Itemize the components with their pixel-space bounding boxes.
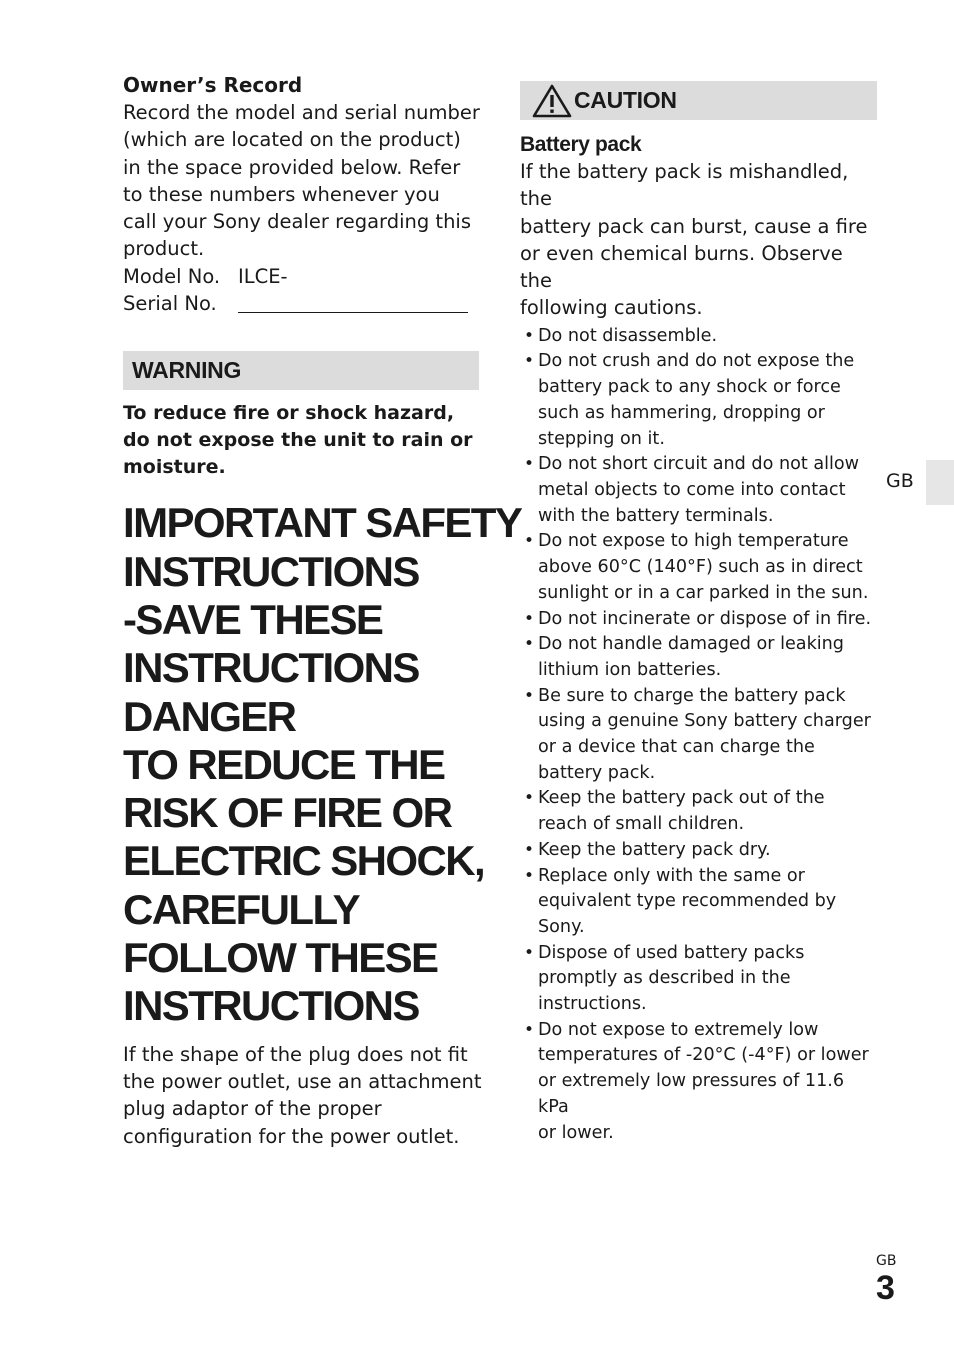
bullet-dot-icon: • [524,839,535,860]
battery-caution-line: equivalent type recommended by [538,891,837,912]
right-column [520,81,880,1146]
battery-caution-line: Do not disassemble. [538,325,718,346]
battery-intro-line: battery pack can burst, cause a fire [520,214,868,238]
safety-title-line: INSTRUCTIONS [123,644,419,692]
battery-caution-line: Do not crush and do not expose the [538,351,855,372]
battery-caution-line: metal objects to come into contact [538,480,846,500]
battery-caution-line: such as hammering, dropping or [538,402,825,423]
battery-caution-line: Dispose of used battery packs [538,942,805,963]
safety-title-line: -SAVE THESE [123,595,383,643]
safety-instructions-title [123,499,522,1030]
battery-intro-line: or even chemical burns. Observe the [520,241,843,293]
battery-caution-line: using a genuine Sony battery charger [538,711,871,732]
owners-record-line: to these numbers whenever you [123,182,440,206]
plug-line: If the shape of the plug does not fit [123,1042,468,1066]
model-number-label: Model No. [123,264,221,288]
page-number: 3 [876,1269,895,1307]
warning-label: WARNING [132,357,242,384]
battery-caution-line: Do not expose to high temperature [538,531,849,552]
battery-caution-line: stepping on it. [538,428,665,449]
bullet-dot-icon: • [524,685,535,706]
battery-caution-line: Do not short circuit and do not allow [538,454,860,475]
battery-caution-line: Replace only with the same or [538,865,805,886]
battery-caution-line: Do not expose to extremely low [538,1019,819,1040]
battery-caution-line: promptly as described in the [538,968,791,989]
safety-title-line: INSTRUCTIONS [123,982,419,1030]
warning-triangle-icon [532,84,572,118]
battery-caution-line: with the battery terminals. [538,505,774,526]
safety-title-line: IMPORTANT SAFETY [123,499,522,547]
bullet-dot-icon: • [524,942,535,963]
safety-title-line: FOLLOW THESE [123,934,438,982]
plug-line: plug adaptor of the proper [123,1097,382,1121]
owners-record-heading: Owner’s Record [123,73,303,97]
side-tab [926,460,954,505]
plug-adaptor-text [123,1041,483,1150]
bullet-dot-icon: • [524,634,535,655]
plug-line: configuration for the power outlet. [123,1124,460,1148]
serial-number-blank-line [238,312,468,313]
safety-title-line: ELECTRIC SHOCK, [123,837,485,885]
battery-pack-heading: Battery pack [520,133,642,156]
battery-caution-item [520,349,880,452]
bullet-dot-icon: • [524,531,535,552]
left-column [123,72,522,1150]
battery-caution-line: temperatures of -20°C (-4°F) or lower [538,1045,869,1066]
safety-title-line: RISK OF FIRE OR [123,789,452,837]
battery-caution-line: or lower. [538,1122,614,1143]
battery-intro-line: following cautions. [520,296,703,320]
caution-label: CAUTION [574,87,677,113]
bullet-dot-icon: • [524,351,535,372]
battery-caution-item [520,684,880,787]
battery-caution-item [520,1018,880,1147]
battery-caution-item [520,786,880,837]
warning-text [123,400,483,481]
battery-caution-line: or extremely low pressures of 11.6 kPa [538,1071,845,1117]
owners-record-line: call your Sony dealer regarding this [123,210,472,234]
bullet-dot-icon: • [524,788,535,809]
owners-record-text [123,99,483,263]
battery-caution-line: sunlight or in a car parked in the sun. [538,582,869,603]
serial-number-row [123,290,483,317]
battery-caution-line: Keep the battery pack dry. [538,839,771,860]
warning-line: do not expose the unit to rain or [123,429,473,452]
bullet-dot-icon: • [524,865,535,886]
owners-record-line: Record the model and serial number [123,101,480,124]
warning-banner [123,351,479,390]
battery-caution-line: above 60°C (140°F) such as in direct [538,557,863,578]
battery-caution-item [520,324,880,350]
battery-caution-line: reach of small children. [538,814,745,835]
warning-line: To reduce fire or shock hazard, [123,402,455,425]
safety-title-line: DANGER [123,692,296,740]
battery-caution-line: battery pack. [538,762,656,783]
bullet-dot-icon: • [524,325,535,346]
battery-caution-item [520,632,880,683]
battery-intro-line: If the battery pack is mishandled, the [520,160,849,211]
battery-caution-item [520,452,880,529]
battery-caution-line: or a device that can charge the [538,737,815,758]
footer-language-code: GB [876,1253,897,1269]
battery-caution-line: battery pack to any shock or force [538,377,841,398]
owners-record-line: product. [123,237,205,261]
bullet-dot-icon: • [524,608,535,629]
battery-caution-line: Do not handle damaged or leaking [538,634,844,655]
model-number-value: ILCE- [238,264,288,288]
battery-caution-item [520,607,880,633]
warning-line: moisture. [123,456,226,479]
caution-banner [520,81,877,120]
battery-caution-line: instructions. [538,994,647,1015]
battery-caution-line: Do not incinerate or dispose of in fire. [538,608,872,629]
battery-caution-line: Sony. [538,916,585,937]
battery-caution-item [520,838,880,864]
battery-caution-item [520,864,880,941]
battery-caution-list [520,324,880,1147]
battery-caution-line: lithium ion batteries. [538,659,722,680]
model-number-row [123,263,483,290]
battery-caution-line: Be sure to charge the battery pack [538,685,846,706]
battery-caution-item [520,529,880,606]
bullet-dot-icon: • [524,454,535,475]
bullet-dot-icon: • [524,1019,535,1040]
side-tab-label: GB [886,470,914,492]
plug-line: the power outlet, use an attachment [123,1069,482,1093]
safety-title-line: TO REDUCE THE [123,740,445,788]
safety-title-line: INSTRUCTIONS [123,547,419,595]
battery-intro-text [520,158,880,322]
serial-number-label: Serial No. [123,292,217,316]
owners-record-line: (which are located on the product) [123,128,461,152]
owners-record-line: in the space provided below. Refer [123,155,461,179]
battery-caution-item [520,941,880,1018]
battery-caution-line: Keep the battery pack out of the [538,788,825,809]
safety-title-line: CAREFULLY [123,885,360,933]
